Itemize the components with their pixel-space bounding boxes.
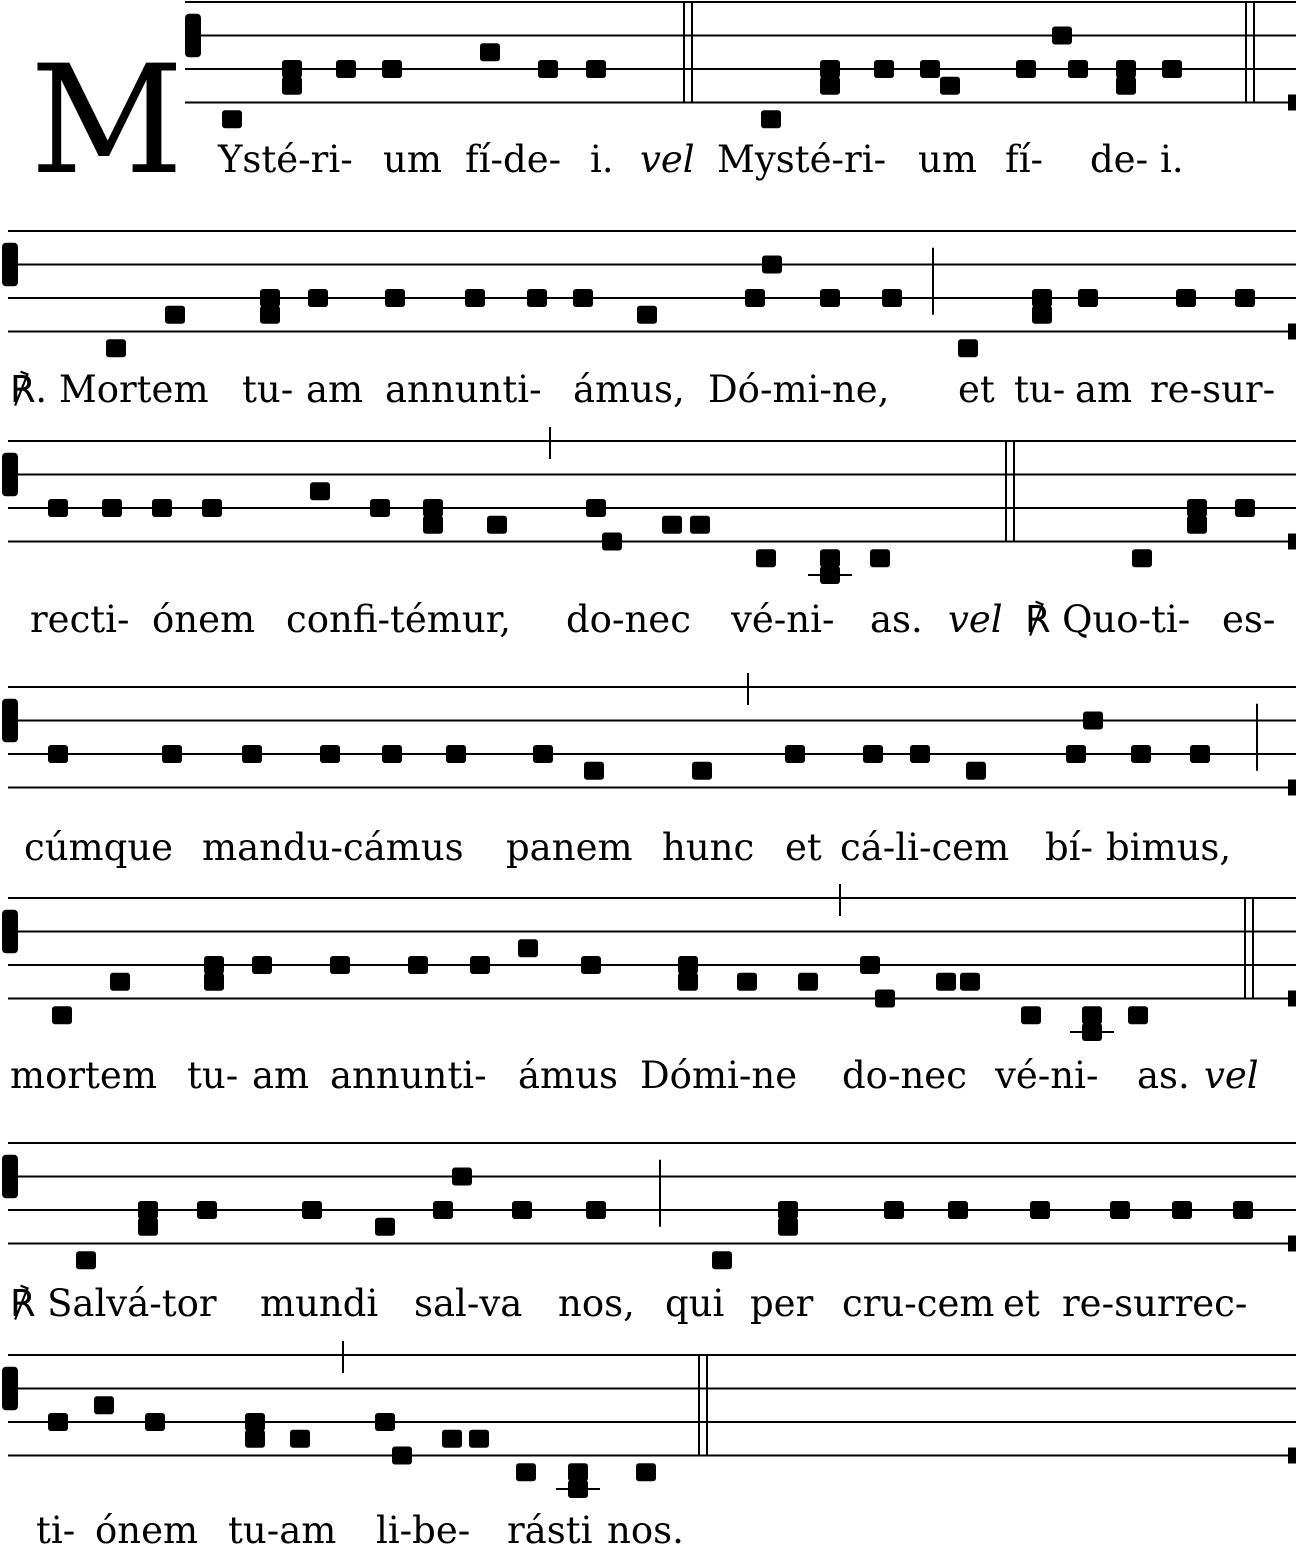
neume-note bbox=[76, 1251, 96, 1269]
lyric-syllable: Ysté-ri- bbox=[218, 138, 353, 181]
lyric-syllable: mundi bbox=[260, 1282, 379, 1325]
neume-note bbox=[1068, 60, 1088, 78]
lyric-syllable: ℟ Quo-ti- bbox=[1025, 598, 1191, 641]
initial-letter: M bbox=[30, 34, 184, 208]
custos-icon bbox=[1288, 991, 1296, 1007]
neume-note bbox=[875, 990, 895, 1008]
neume-note bbox=[662, 516, 682, 534]
neume-note bbox=[1083, 712, 1103, 730]
neume-note bbox=[1116, 77, 1136, 95]
lyric-syllable: fí- bbox=[1005, 138, 1044, 181]
neume-note bbox=[110, 973, 130, 991]
neume-note bbox=[392, 1447, 412, 1465]
neume-note bbox=[452, 1168, 472, 1186]
lyric-syllable: fí-de- bbox=[465, 138, 562, 181]
neume-note bbox=[1233, 1201, 1253, 1219]
lyric-syllable: vé-ni- bbox=[731, 598, 835, 641]
neume-note bbox=[165, 306, 185, 324]
neume-note bbox=[260, 306, 280, 324]
neume-note bbox=[480, 43, 500, 61]
lyric-syllable: li-be- bbox=[376, 1509, 471, 1550]
neume-note bbox=[204, 956, 224, 974]
lyric-syllable: de- bbox=[1090, 138, 1149, 181]
neume-note bbox=[948, 1201, 968, 1219]
neume-note bbox=[1235, 499, 1255, 517]
lyric-syllable: nos, bbox=[558, 1282, 635, 1325]
lyric-syllable: et bbox=[958, 368, 995, 411]
lyric-syllable: qui bbox=[665, 1282, 725, 1325]
lyric-syllable: recti- bbox=[30, 598, 130, 641]
neume-note bbox=[1176, 289, 1196, 307]
clef-icon bbox=[2, 1367, 18, 1411]
lyric-syllable: bimus, bbox=[1106, 826, 1232, 869]
neume-note bbox=[533, 745, 553, 763]
lyric-syllable: vel bbox=[640, 138, 695, 181]
lyric-syllable: vel bbox=[948, 598, 1003, 641]
neume-note bbox=[382, 745, 402, 763]
lyric-syllable: per bbox=[750, 1282, 814, 1325]
neume-note bbox=[48, 1413, 68, 1431]
neume-note bbox=[778, 1218, 798, 1236]
lyric-syllable: i. bbox=[1160, 138, 1184, 181]
neume-note bbox=[637, 306, 657, 324]
neume-note bbox=[282, 77, 302, 95]
neume-note bbox=[52, 1006, 72, 1024]
neume-note bbox=[106, 339, 126, 357]
neume-note bbox=[692, 762, 712, 780]
neume-note bbox=[1187, 516, 1207, 534]
custos-icon bbox=[1288, 1236, 1296, 1252]
neume-note bbox=[94, 1396, 114, 1414]
clef-icon bbox=[2, 699, 18, 743]
neume-note bbox=[820, 77, 840, 95]
neume-note bbox=[820, 289, 840, 307]
lyric-syllable: et bbox=[785, 826, 822, 869]
lyric-syllable: ámus bbox=[518, 1054, 618, 1097]
neume-note bbox=[678, 973, 698, 991]
neume-note bbox=[204, 973, 224, 991]
neume-note bbox=[282, 60, 302, 78]
neume-note bbox=[1066, 745, 1086, 763]
lyric-syllable: rásti bbox=[507, 1509, 593, 1550]
neume-note bbox=[910, 745, 930, 763]
neume-note bbox=[1082, 1006, 1102, 1024]
neume-note bbox=[102, 499, 122, 517]
neume-note bbox=[936, 973, 956, 991]
neume-note bbox=[222, 110, 242, 128]
custos-icon bbox=[1288, 534, 1296, 550]
neume-note bbox=[487, 516, 507, 534]
lyric-syllable: ónem bbox=[95, 1509, 199, 1550]
neume-note bbox=[785, 745, 805, 763]
lyric-syllable: do-nec bbox=[566, 598, 691, 641]
custos-icon bbox=[1288, 95, 1296, 111]
neume-note bbox=[1190, 745, 1210, 763]
neume-note bbox=[586, 499, 606, 517]
neume-note bbox=[433, 1201, 453, 1219]
neume-note bbox=[290, 1430, 310, 1448]
lyric-syllable: Dó-mi-ne, bbox=[708, 368, 890, 411]
lyric-syllable: es- bbox=[1222, 598, 1276, 641]
lyric-syllable: Mysté-ri- bbox=[717, 138, 887, 181]
lyric-syllable: ámus, bbox=[573, 368, 685, 411]
neume-note bbox=[820, 549, 840, 567]
neume-note bbox=[245, 1413, 265, 1431]
neume-note bbox=[1116, 60, 1136, 78]
neume-note bbox=[516, 1463, 536, 1481]
neume-note bbox=[330, 956, 350, 974]
lyric-syllable: mandu-cámus bbox=[202, 826, 464, 869]
neume-note bbox=[882, 289, 902, 307]
neume-note bbox=[761, 110, 781, 128]
clef-icon bbox=[2, 1155, 18, 1199]
neume-note bbox=[712, 1251, 732, 1269]
neume-note bbox=[442, 1430, 462, 1448]
neume-note bbox=[1032, 289, 1052, 307]
lyric-syllable: nos. bbox=[607, 1509, 684, 1550]
neume-note bbox=[1235, 289, 1255, 307]
neume-note bbox=[423, 516, 443, 534]
neume-note bbox=[252, 956, 272, 974]
neume-note bbox=[242, 745, 262, 763]
clef-icon bbox=[2, 453, 18, 497]
neume-note bbox=[745, 289, 765, 307]
lyric-syllable: vé-ni- bbox=[995, 1054, 1099, 1097]
lyric-syllable: ℟ Salvá-tor bbox=[10, 1282, 217, 1325]
lyric-syllable: ti- bbox=[36, 1509, 76, 1550]
lyric-syllable: um bbox=[918, 138, 977, 181]
lyric-syllable: hunc bbox=[662, 826, 755, 869]
neume-note bbox=[586, 60, 606, 78]
neume-note bbox=[1162, 60, 1182, 78]
neume-note bbox=[584, 762, 604, 780]
lyric-syllable: tu- bbox=[242, 368, 294, 411]
lyric-syllable: as. bbox=[870, 598, 923, 641]
neume-note bbox=[884, 1201, 904, 1219]
custos-icon bbox=[1288, 1448, 1296, 1464]
neume-note bbox=[1016, 60, 1036, 78]
neume-note bbox=[145, 1413, 165, 1431]
lyric-syllable: re-surrec- bbox=[1062, 1282, 1248, 1325]
neume-note bbox=[138, 1218, 158, 1236]
lyric-syllable: Dómi-ne bbox=[640, 1054, 798, 1097]
neume-note bbox=[382, 60, 402, 78]
custos-icon bbox=[1288, 324, 1296, 340]
neume-note bbox=[260, 289, 280, 307]
bar-lines bbox=[343, 2, 1257, 1456]
neume-note bbox=[966, 762, 986, 780]
neume-note bbox=[423, 499, 443, 517]
neumes bbox=[48, 27, 1255, 1499]
neume-note bbox=[690, 516, 710, 534]
neume-note bbox=[1132, 549, 1152, 567]
lyric-syllable: annunti- bbox=[385, 368, 542, 411]
neume-note bbox=[602, 533, 622, 551]
neume-note bbox=[162, 745, 182, 763]
clef-icon bbox=[2, 243, 18, 287]
neume-note bbox=[820, 60, 840, 78]
neume-note bbox=[1078, 289, 1098, 307]
neume-note bbox=[370, 499, 390, 517]
clef-icon bbox=[185, 14, 201, 58]
neume-note bbox=[863, 745, 883, 763]
neume-note bbox=[1131, 745, 1151, 763]
neume-note bbox=[870, 549, 890, 567]
neume-note bbox=[245, 1430, 265, 1448]
neume-note bbox=[308, 289, 328, 307]
neume-note bbox=[737, 973, 757, 991]
lyric-syllable: i. bbox=[590, 138, 614, 181]
neume-note bbox=[336, 60, 356, 78]
neume-note bbox=[527, 289, 547, 307]
neume-note bbox=[920, 60, 940, 78]
neume-note bbox=[152, 499, 172, 517]
neume-note bbox=[1021, 1006, 1041, 1024]
neume-note bbox=[1128, 1006, 1148, 1024]
neume-note bbox=[446, 745, 466, 763]
lyric-syllable: bí- bbox=[1045, 826, 1094, 869]
neume-note bbox=[636, 1463, 656, 1481]
neume-note bbox=[469, 1430, 489, 1448]
neume-note bbox=[302, 1201, 322, 1219]
lyric-syllable: re-sur- bbox=[1150, 368, 1276, 411]
neume-note bbox=[940, 77, 960, 95]
lyric-syllable: ónem bbox=[152, 598, 256, 641]
lyric-syllable: tu- bbox=[1014, 368, 1066, 411]
neume-note bbox=[1052, 27, 1072, 45]
neume-note bbox=[958, 339, 978, 357]
lyric-syllable: cá-li-cem bbox=[840, 826, 1010, 869]
lyric-syllable: et bbox=[1003, 1282, 1040, 1325]
lyric-syllable: am bbox=[1075, 368, 1133, 411]
lyric-syllable: mortem bbox=[10, 1054, 157, 1097]
neume-note bbox=[762, 256, 782, 274]
neume-note bbox=[1172, 1201, 1192, 1219]
neume-note bbox=[1187, 499, 1207, 517]
neume-note bbox=[375, 1413, 395, 1431]
neume-note bbox=[465, 289, 485, 307]
neume-note bbox=[874, 60, 894, 78]
custos-icon bbox=[1288, 780, 1296, 796]
neume-note bbox=[375, 1218, 395, 1236]
lyric-syllable: do-nec bbox=[842, 1054, 967, 1097]
neume-note bbox=[678, 956, 698, 974]
neume-note bbox=[1030, 1201, 1050, 1219]
neume-note bbox=[1032, 306, 1052, 324]
neume-note bbox=[408, 956, 428, 974]
neume-note bbox=[310, 482, 330, 500]
neume-note bbox=[385, 289, 405, 307]
lyric-syllable: confi-témur, bbox=[286, 598, 512, 641]
neume-note bbox=[778, 1201, 798, 1219]
lyric-syllable: cúmque bbox=[24, 826, 174, 869]
neume-note bbox=[197, 1201, 217, 1219]
neume-note bbox=[470, 956, 490, 974]
neume-note bbox=[860, 956, 880, 974]
lyric-syllable: vel bbox=[1204, 1054, 1259, 1097]
lyric-syllable: as. bbox=[1137, 1054, 1190, 1097]
neume-note bbox=[320, 745, 340, 763]
neume-note bbox=[573, 289, 593, 307]
lyric-syllable: tu-am bbox=[228, 1509, 337, 1550]
lyric-syllable: sal-va bbox=[414, 1282, 523, 1325]
staves bbox=[2, 2, 1296, 1464]
lyric-syllable: am bbox=[306, 368, 364, 411]
neume-note bbox=[512, 1201, 532, 1219]
clef-icon bbox=[2, 910, 18, 954]
lyric-syllable: cru-cem bbox=[842, 1282, 995, 1325]
neume-note bbox=[202, 499, 222, 517]
neume-note bbox=[518, 939, 538, 957]
neume-note bbox=[798, 973, 818, 991]
lyric-syllable: um bbox=[383, 138, 442, 181]
neume-note bbox=[538, 60, 558, 78]
neume-note bbox=[960, 973, 980, 991]
lyric-syllable: panem bbox=[506, 826, 633, 869]
neume-note bbox=[581, 956, 601, 974]
neume-note bbox=[568, 1463, 588, 1481]
lyric-syllable: ℟. Mortem bbox=[10, 368, 209, 411]
neume-note bbox=[756, 549, 776, 567]
neume-note bbox=[48, 499, 68, 517]
neume-note bbox=[586, 1201, 606, 1219]
lyric-syllable: annunti- bbox=[330, 1054, 487, 1097]
neume-note bbox=[138, 1201, 158, 1219]
lyric-syllable: am bbox=[252, 1054, 310, 1097]
lyric-syllable: tu- bbox=[187, 1054, 239, 1097]
neume-note bbox=[48, 745, 68, 763]
neume-note bbox=[1110, 1201, 1130, 1219]
